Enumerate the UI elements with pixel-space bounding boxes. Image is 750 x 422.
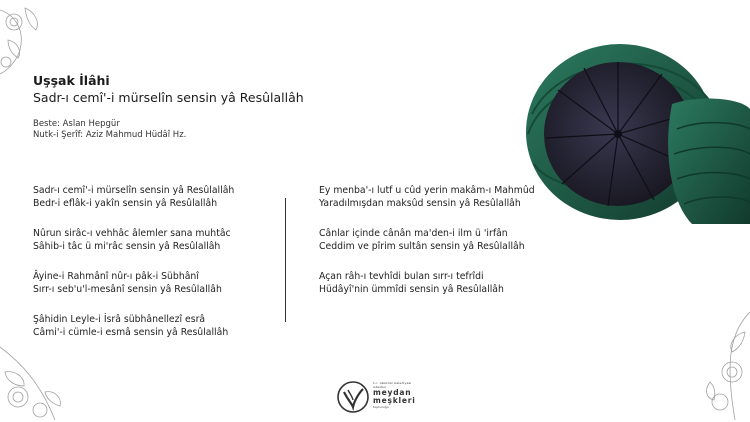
lyric-line: Sırr-ı seb'u'l-mesânî sensin yâ Resûlallâh	[33, 283, 222, 295]
stanza	[33, 314, 278, 339]
stanza	[33, 228, 278, 253]
lyric-line: Hüdâyî'nin ümmîdi sensin yâ Resûlallâh	[319, 283, 504, 295]
stanza	[319, 271, 579, 296]
lyric-line: Şâhidin Leyle-i İsrâ sübhânellezî esrâ	[33, 314, 206, 325]
lyric-line: Câmi'-i cümle-i esmâ sensin yâ Resûlallâh	[33, 326, 229, 338]
lyric-line: Açan râh-ı tevhîdi bulan sırr-ı tefrîdi	[319, 271, 484, 282]
stanza	[33, 271, 278, 296]
logo-emblem-icon	[336, 380, 370, 414]
lyric-line: Sadr-ı cemî'-i mürselîn sensin yâ Resûlallâh	[33, 185, 235, 196]
page-subtitle: Sadr-ı cemî'-i mürselîn sensin yâ Resûlallâh	[33, 90, 304, 105]
floral-corner-decoration	[700, 312, 750, 422]
logo-name-1: meydan	[373, 388, 412, 397]
lyric-line: Yaradılmışdan maksûd sensin yâ Resûlallâh	[319, 197, 521, 209]
lyric-line: Bedr-i eflâk-i yakîn sensin yâ Resûlallâh	[33, 197, 218, 209]
turban-image	[522, 34, 750, 224]
lyric-line: Nûrun sirâc-ı vehhâc âlemler sana muhtâc	[33, 228, 231, 239]
lyric-line: Ceddim ve pîrim sultân sensin yâ Resûlallâh	[319, 240, 525, 252]
column-divider	[285, 198, 286, 322]
composer-credit: Beste: Aslan Hepgür	[33, 119, 120, 129]
page-title: Uşşak İlâhi	[33, 73, 110, 88]
lyric-line: Sâhib-i tâc ü mi'râc sensin yâ Resûlallâh	[33, 240, 221, 252]
stanza	[319, 228, 579, 253]
lyric-line: Ey menba'-ı lutf u cûd yerin makâm-ı Mahmûd	[319, 185, 535, 196]
lyrics-left-column	[33, 185, 278, 357]
logo-city-text: istanbul	[373, 385, 387, 389]
stanza	[33, 185, 278, 210]
logo-name-2: meşkleri	[373, 396, 416, 405]
logo-bottom-text: topluluğu	[373, 405, 389, 409]
lyric-line: Âyine-i Rahmânî nûr-ı pâk-i Sübhânî	[33, 271, 199, 282]
lyricist-credit: Nutk-i Şerîf: Aziz Mahmud Hüdâî Hz.	[33, 130, 187, 140]
credits	[33, 119, 186, 141]
header	[33, 73, 304, 106]
floral-corner-decoration	[0, 0, 48, 80]
lyric-line: Cânlar içinde cânân ma'den-i ilm ü 'irfân	[319, 228, 508, 239]
meydan-meskleri-logo	[336, 379, 426, 415]
logo-top-text: t.c. üsküdar belediyesi	[373, 381, 412, 385]
